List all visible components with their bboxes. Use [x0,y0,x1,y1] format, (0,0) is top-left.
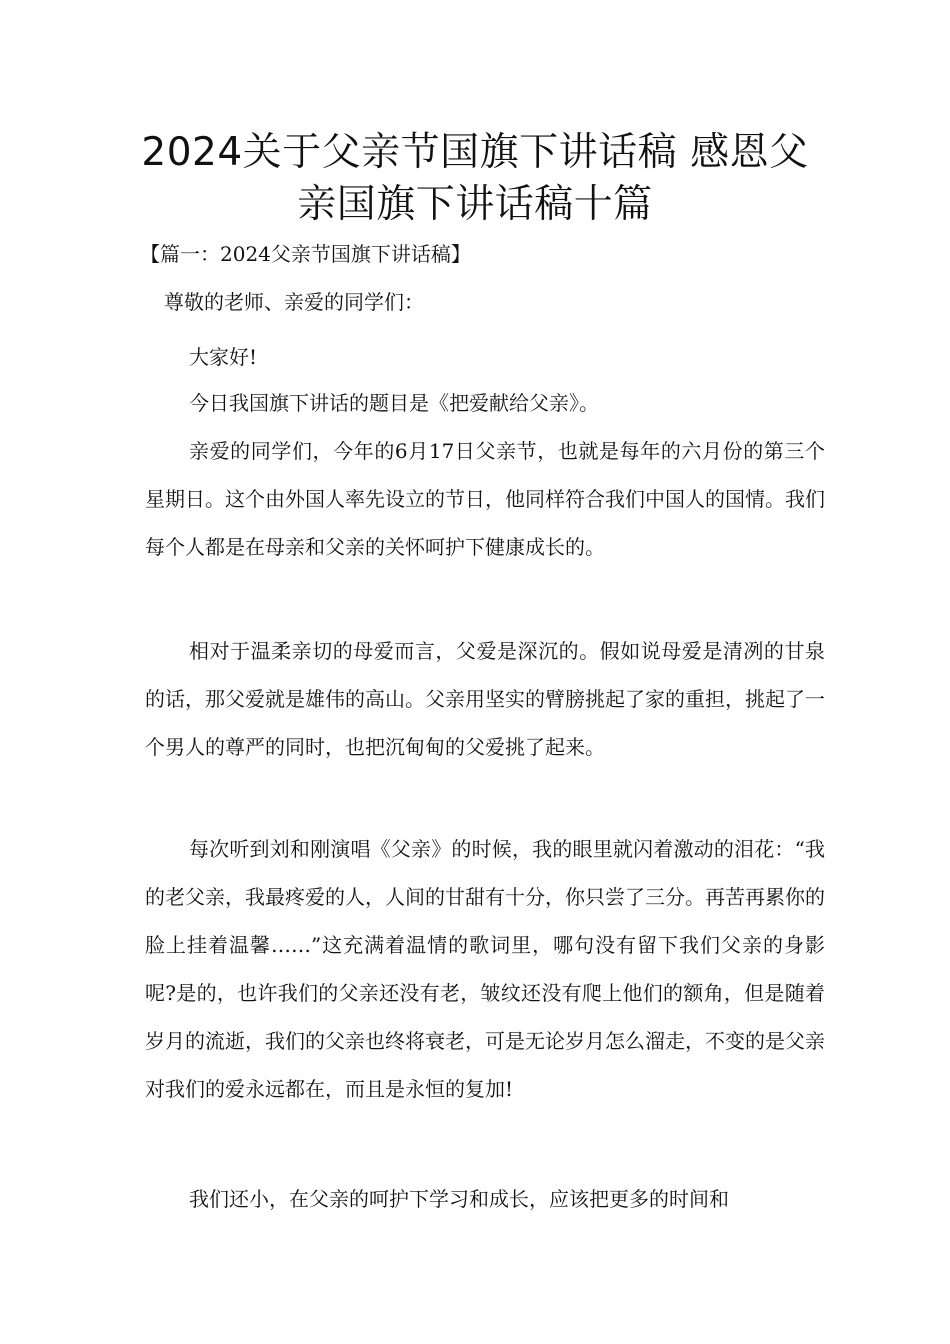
document-title-line-1: 2024关于父亲节国旗下讲话稿 感恩父 [141,130,809,175]
section-heading: 【篇一：2024父亲节国旗下讲话稿】 [140,242,471,266]
greeting-paragraph: 大家好! [189,345,258,369]
body-paragraph: 我们还小，在父亲的呵护下学习和成长，应该把更多的时间和 [189,1187,729,1211]
document-title-line-2: 亲国旗下讲话稿十篇 [297,182,653,227]
salutation: 尊敬的老师、亲爱的同学们： [164,290,424,314]
body-paragraph: 每次听到刘和刚演唱《父亲》的时候，我的眼里就闪着激动的泪花：“我的老父亲，我最疼爱的人，人间的甘甜有十分，你只尝了三分。再苦再累你的脸上挂着温馨……”这充满着温情的歌词里，哪句没有留下我们父亲的身影呢?是的，也许我们的父亲还没有老，皱纹还没有爬上他们的额角，但是随着岁月的流逝，我们的父亲也终将衰老，可是无论岁月怎么溜走，不变的是父亲对我们的爱永远都在，而且是永恒的复加! [145,837,825,1101]
topic-paragraph: 今日我国旗下讲话的题目是《把爱献给父亲》。 [189,391,599,415]
body-paragraph: 亲爱的同学们，今年的6月17日父亲节，也就是每年的六月份的第三个星期日。这个由外国人率先设立的节日，他同样符合我们中国人的国情。我们每个人都是在母亲和父亲的关怀呵护下健康成长的。 [145,439,825,559]
body-paragraph: 相对于温柔亲切的母爱而言，父爱是深沉的。假如说母爱是清冽的甘泉的话，那父爱就是雄伟的高山。父亲用坚实的臂膀挑起了家的重担，挑起了一个男人的尊严的同时，也把沉甸甸的父爱挑了起来。 [145,639,825,759]
